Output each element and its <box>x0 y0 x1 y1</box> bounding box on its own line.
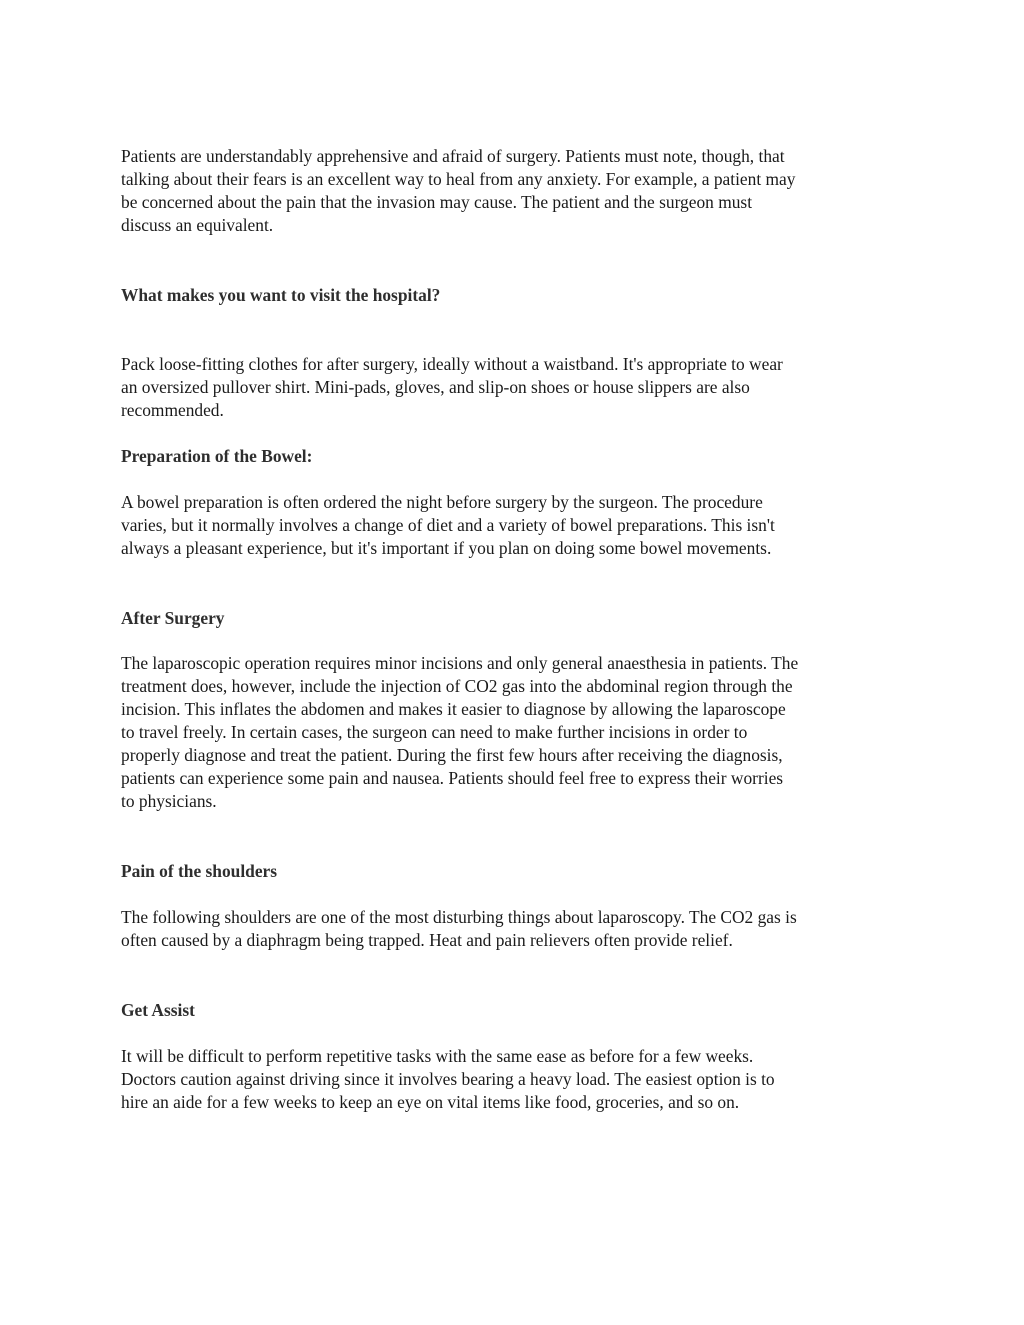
text-line: often caused by a diaphragm being trapped. Heat and pain relievers often provide relief. <box>121 930 733 950</box>
text-line: an oversized pullover shirt. Mini-pads, gloves, and slip-on shoes or house slippers are also <box>121 377 750 397</box>
section-heading-shoulder-pain <box>121 860 911 883</box>
section-heading-after-surgery <box>121 607 911 630</box>
packing-paragraph <box>121 353 911 422</box>
intro-paragraph <box>121 145 911 237</box>
text-line: to travel freely. In certain cases, the surgeon can need to make further incisions in order to <box>121 722 748 742</box>
text-line: patients can experience some pain and nausea. Patients should feel free to express their worries <box>121 768 784 788</box>
text-line: treatment does, however, include the injection of CO2 gas into the abdominal region through the <box>121 676 793 696</box>
text-line: The laparoscopic operation requires minor incisions and only general anaesthesia in patients. The <box>121 653 799 673</box>
text-line: Doctors caution against driving since it involves bearing a heavy load. The easiest option is to <box>121 1069 775 1089</box>
heading-text: Preparation of the Bowel: <box>121 446 313 466</box>
get-assist-paragraph <box>121 1045 911 1114</box>
text-line: The following shoulders are one of the most disturbing things about laparoscopy. The CO2 gas is <box>121 907 797 927</box>
bowel-paragraph <box>121 491 911 560</box>
after-surgery-paragraph <box>121 652 911 813</box>
heading-text: After Surgery <box>121 608 225 628</box>
heading-text: Get Assist <box>121 1000 195 1020</box>
text-line: varies, but it normally involves a change of diet and a variety of bowel preparations. This isn't <box>121 515 775 535</box>
text-line: be concerned about the pain that the invasion may cause. The patient and the surgeon must <box>121 192 753 212</box>
text-line: always a pleasant experience, but it's important if you plan on doing some bowel movements. <box>121 538 772 558</box>
text-line: recommended. <box>121 400 224 420</box>
text-line: talking about their fears is an excellent way to heal from any anxiety. For example, a patient may <box>121 169 796 189</box>
heading-text: What makes you want to visit the hospital? <box>121 285 441 305</box>
heading-text: Pain of the shoulders <box>121 861 278 881</box>
text-line: incision. This inflates the abdomen and makes it easier to diagnose by allowing the laparoscope <box>121 699 786 719</box>
text-line: discuss an equivalent. <box>121 215 274 235</box>
section-heading-hospital-visit <box>121 284 911 307</box>
shoulder-pain-paragraph <box>121 906 911 952</box>
section-heading-bowel-preparation <box>121 445 911 468</box>
text-line: properly diagnose and treat the patient. During the first few hours after receiving the diagnosis, <box>121 745 783 765</box>
text-line: It will be difficult to perform repetitive tasks with the same ease as before for a few weeks. <box>121 1046 754 1066</box>
section-heading-get-assist <box>121 999 911 1022</box>
text-line: to physicians. <box>121 791 217 811</box>
text-line: hire an aide for a few weeks to keep an eye on vital items like food, groceries, and so on. <box>121 1092 740 1112</box>
text-line: Patients are understandably apprehensive and afraid of surgery. Patients must note, though, that <box>121 146 785 166</box>
text-line: Pack loose-fitting clothes for after surgery, ideally without a waistband. It's appropriate to wear <box>121 354 783 374</box>
text-line: A bowel preparation is often ordered the night before surgery by the surgeon. The procedure <box>121 492 763 512</box>
